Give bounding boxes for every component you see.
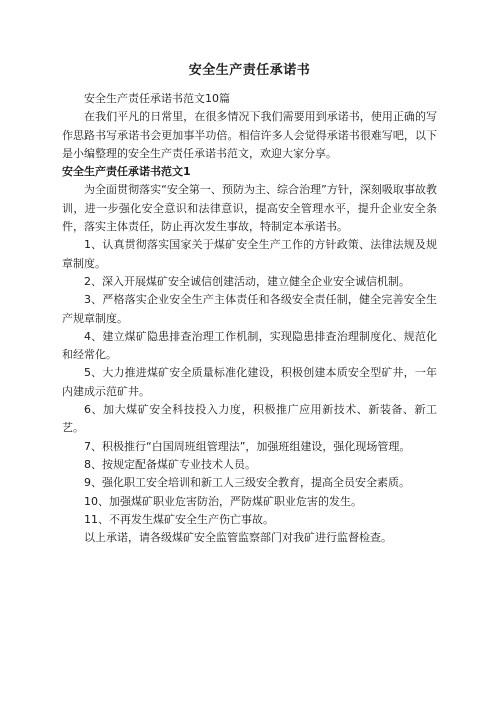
commitment-item: 11、不再发生煤矿安全生产伤亡事故。: [84, 512, 274, 526]
commitment-item: 4、建立煤矿隐患排查治理工作机制，实现隐患排查治理制度化、规范化和经常化。: [62, 329, 437, 362]
closing-paragraph: 以上承诺，请各级煤矿安全监管监察部门对我矿进行监督检查。: [84, 531, 392, 545]
document-title: 安全生产责任承诺书: [188, 63, 311, 78]
commitment-item: 10、加强煤矿职业危害防治，严防煤矿职业危害的发生。: [84, 494, 362, 508]
commitment-item: 5、大力推进煤矿安全质量标准化建设，积极创建本质安全型矿井，一年内建成示范矿井。: [62, 366, 437, 398]
intro-paragraph: 在我们平凡的日常里，在很多情况下我们需要用到承诺书，使用正确的写作思路书写承诺书会更加事半功倍。相信许多人会觉得承诺书很难写吧，以下是小编整理的安全生产责任承诺书范文，欢迎大家分享。: [62, 110, 437, 160]
document-page: [62, 62, 437, 547]
commitment-item: 3、严格落实企业安全生产主体责任和各级安全责任制，健全完善安全生产规章制度。: [62, 293, 437, 325]
commitment-item: 1、认真贯彻落实国家关于煤矿安全生产工作的方针政策、法律法规及规章制度。: [62, 238, 437, 270]
section-heading: 安全生产责任承诺书范文1: [62, 165, 191, 179]
document-subtitle: 安全生产责任承诺书范文10篇: [84, 92, 230, 105]
commitment-item: 9、强化职工安全培训和新工人三级安全教育，提高全员安全素质。: [84, 476, 410, 490]
section-intro-paragraph: 为全面贯彻落实“安全第一、预防为主、综合治理”方针，深刻吸取事故教训，进一步强化安全意识和法律意识，提高安全管理水平，提升企业安全条件，落实主体责任，防止再次发生事故，特制定本承诺书。: [62, 183, 437, 234]
commitment-item: 8、按规定配备煤矿专业技术人员。: [84, 457, 256, 471]
commitment-item: 6、加大煤矿安全科技投入力度，积极推广应用新技术、新装备、新工艺。: [62, 403, 437, 435]
commitment-item: 2、深入开展煤矿安全诚信创建活动，建立健全企业安全诚信机制。: [84, 274, 410, 288]
commitment-item: 7、积极推行“白国周班组管理法”，加强班组建设，强化现场管理。: [84, 439, 411, 453]
